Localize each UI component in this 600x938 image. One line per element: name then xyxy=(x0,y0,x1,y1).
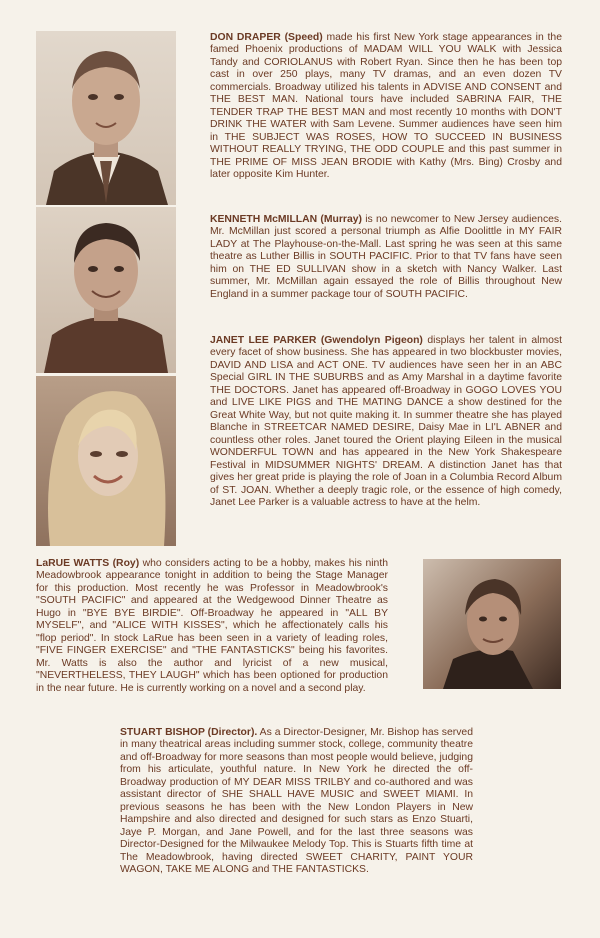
bio-stuart-bishop xyxy=(120,727,473,877)
bio-name: LaRUE WATTS (Roy) xyxy=(36,558,140,569)
photo-don-draper xyxy=(36,31,176,205)
bio-don-draper xyxy=(210,32,562,182)
bio-text: is no newcomer to New Jersey audiences. Mr. McMillan just scored a personal triumph as Alfie Doolittle in MY FAIR LADY at The Playhouse-on-the-Mall. Last spring he was seen at this same theatre as Luther Billis in SOUTH PACIFIC. Prior to that TV fans have seen him on THE ED SULLIVAN show in a sketch with Nancy Walker. Last summer, Mr. McMillan again essayed the role of Billis throughout New England in a summer package tour of SOUTH PACIFIC. xyxy=(210,214,562,300)
portrait-illustration xyxy=(423,559,561,689)
bio-text: made his first New York stage appearances in the famed Phoenix productions of MADAM WILL YOU WALK with Jessica Tandy and CORIOLANUS with Robert Ryan. Since then he has been top cast in over 250 plays, many TV dramas, and an even dozen TV commercials. Broadway utilized his talents in ADVISE AND CONSENT and THE BEST MAN. National tours have included SABRINA FAIR, THE TENDER TRAP THE BEST MAN and most recently 10 months with DON'T DRINK THE WATER with Sam Levene. Summer audiences have seen him in THE SUBJECT WAS ROSES, HOW TO SUCCEED IN BUSINESS WITHOUT REALLY TRYING, THE ODD COUPLE and this past summer in THE PRIME OF MISS JEAN BRODIE with Kathy (Mrs. Bing) Crosby and later opposite Kim Hunter. xyxy=(210,32,562,181)
bio-janet-lee-parker xyxy=(210,335,562,510)
photo-kenneth-mcmillan xyxy=(36,207,176,373)
bio-text: displays her talent in almost every facet of show business. She has appeared in two blockbuster movies, DAVID AND LISA and ACT ONE. TV audiences have seen her in an ABC Special GIRL IN THE SUBURBS and as Amy Marshal in a daytime favorite THE DOCTORS. Janet has appeared off-Broadway in GOGO LOVES YOU and LIVE LIKE PIGS and THE MATING DANCE a show destined for the Great White Way, but not quite making it. In summer theatre she has played Blanche in STREETCAR NAMED DESIRE, Daisy Mae in LI'L ABNER and countless other roles. Janet toured the Orient playing Eileen in the musical WONDERFUL TOWN and has appeared in the New York Shakespeare Festival in MIDSUMMER NIGHTS' DREAM. A distinction Janet has that gives her great pride is playing the role of Joan in a Columbia Record Album of ST. JOAN. Whether a deeply tragic role, or the essence of high comedy, Janet Lee Parker is a valuable actress to have at the helm. xyxy=(210,335,562,509)
bio-name: JANET LEE PARKER (Gwendolyn Pigeon) xyxy=(210,335,423,346)
bio-text: As a Director-Designer, Mr. Bishop has served in many theatrical areas including summer stock, college, community theatre and off-Broadway for more seasons than most people would believe, judging from his articulate, youthful nature. In New York he directed the off-Broadway production of MY DEAR MISS TRILBY and co-authored and was assistant director of SHE SHALL HAVE MUSIC and SWEET MIAMI. In previous seasons he has been with the New London Players in New Hampshire and also directed and designed for such stars as Enzo Stuarti, Jaye P. Morgan, and Jane Powell, and for the last three seasons was Director-Designed for the Milwaukee Melody Top. This is Stuarts fifth time at The Meadowbrook, having directed SWEET CHARITY, PAINT YOUR WAGON, TAKE ME ALONG and THE FANTASTICKS. xyxy=(120,727,473,876)
portrait-illustration xyxy=(36,31,176,205)
photo-janet-lee-parker xyxy=(36,376,176,546)
bio-larue-watts xyxy=(36,558,388,695)
portrait-illustration xyxy=(36,376,176,546)
photo-larue-watts xyxy=(423,559,561,689)
bio-name: KENNETH McMILLAN (Murray) xyxy=(210,214,362,225)
bio-text: who considers acting to be a hobby, makes his ninth Meadowbrook appearance tonight in addition to being the Stage Manager for this production. Most recently he was Professor in Meadowbrook's "SOUTH PACIFIC" and appeared at the Wedgewood Dinner Theatre as Hugo in "BYE BYE BIRDIE". Off-Broadway he appeared in "ALL BY MYSELF", and "ALICE WITH KISSES", which he affectionately calls his "flop period". In stock LaRue has been seen in a variety of leading roles, "FIVE FINGER EXERCISE" and "THE FANTASTICKS" being his favorites. Mr. Watts is also the author and lyricist of a new musical, "NEVERTHELESS, THEY LAUGH" which has been optioned for production in the near future. He is currently working on a novel and a second play. xyxy=(36,558,388,694)
bio-kenneth-mcmillan xyxy=(210,214,562,301)
bio-name: DON DRAPER (Speed) xyxy=(210,32,323,43)
bio-name: STUART BISHOP (Director). xyxy=(120,727,258,738)
portrait-illustration xyxy=(36,207,176,373)
